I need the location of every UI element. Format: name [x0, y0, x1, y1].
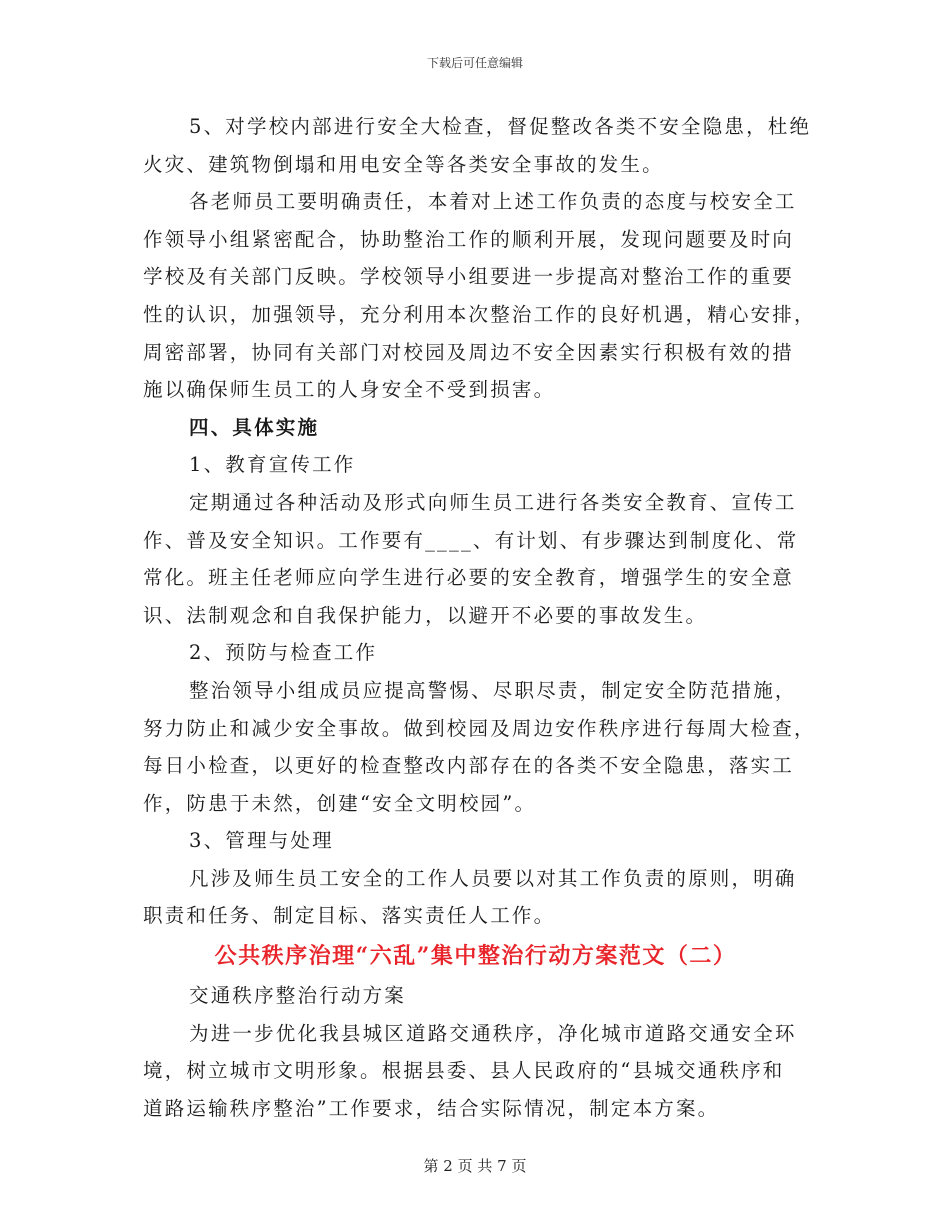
text-line: 作，防患于未然，创建“安全文明校园”。 — [143, 791, 537, 815]
text-line: 识、法制观念和自我保护能力，以避开不必要的事故发生。 — [143, 603, 708, 627]
text-line: 火灾、建筑物倒塌和用电安全等各类安全事故的发生。 — [143, 152, 664, 176]
paragraph-management — [143, 860, 808, 935]
section-title: 公共秩序治理“六乱”集中整治行动方案范文（二） — [214, 943, 737, 970]
text-line: 作领导小组紧密配合，协助整治工作的顺利开展，发现问题要及时向 — [143, 227, 795, 251]
paragraph-responsibility — [143, 183, 816, 409]
subheading-traffic-plan: 交通秩序整治行动方案 — [189, 984, 407, 1008]
subheading-education: 1、教育宣传工作 — [189, 453, 356, 477]
text-line: 周密部署，协同有关部门对校园及周边不安全因素实行积极有效的措 — [143, 340, 795, 364]
page-header: 下载后可任意编辑 — [426, 56, 523, 70]
paragraph-prevention — [143, 672, 816, 822]
document-body — [143, 108, 816, 1127]
subheading-prevention: 2、预防与检查工作 — [189, 641, 378, 665]
subheading-management: 3、管理与处理 — [189, 829, 334, 853]
paragraph-education — [143, 484, 808, 634]
text-line: 各老师员工要明确责任，本着对上述工作负责的态度与校安全工 — [189, 190, 797, 214]
text-line: 施以确保师生员工的人身安全不受到损害。 — [143, 378, 556, 402]
page-footer: 第 2 页 共 7 页 — [423, 1157, 527, 1175]
text-line: 为进一步优化我县城区道路交通秩序，净化城市道路交通安全环 — [189, 1021, 797, 1045]
text-line: 性的认识，加强领导，充分利用本次整治工作的良好机遇，精心安排， — [143, 302, 816, 326]
text-line: 学校及有关部门反映。学校领导小组要进一步提高对整治工作的重要 — [143, 265, 795, 289]
text-line: 道路运输秩序整治”工作要求，结合实际情况，制定本方案。 — [143, 1096, 720, 1120]
text-line: 整治领导小组成员应提高警惕、尽职尽责，制定安全防范措施， — [189, 678, 797, 702]
paragraph-item-5 — [143, 108, 812, 183]
text-line: 努力防止和减少安全事故。做到校园及周边安作秩序进行每周大检查， — [143, 716, 816, 740]
text-line: 境，树立城市文明形象。根据县委、县人民政府的“县城交通秩序和 — [143, 1059, 785, 1083]
text-line: 每日小检查，以更好的检查整改内部存在的各类不安全隐患，落实工 — [143, 754, 795, 778]
text-line: 凡涉及师生员工安全的工作人员要以对其工作负责的原则，明确 — [189, 866, 797, 890]
paragraph-traffic-intro — [143, 1015, 808, 1128]
text-line: 5、对学校内部进行安全大检查，督促整改各类不安全隐患，杜绝 — [189, 115, 812, 138]
text-line: 作、普及安全知识。工作要有____、有计划、有步骤达到制度化、常 — [143, 528, 799, 552]
text-line: 定期通过各种活动及形式向师生员工进行各类安全教育、宣传工 — [189, 490, 797, 514]
text-line: 职责和任务、制定目标、落实责任人工作。 — [143, 904, 556, 928]
text-line: 常化。班主任老师应向学生进行必要的安全教育，增强学生的安全意 — [143, 566, 795, 590]
heading-section-4: 四、具体实施 — [189, 415, 320, 439]
